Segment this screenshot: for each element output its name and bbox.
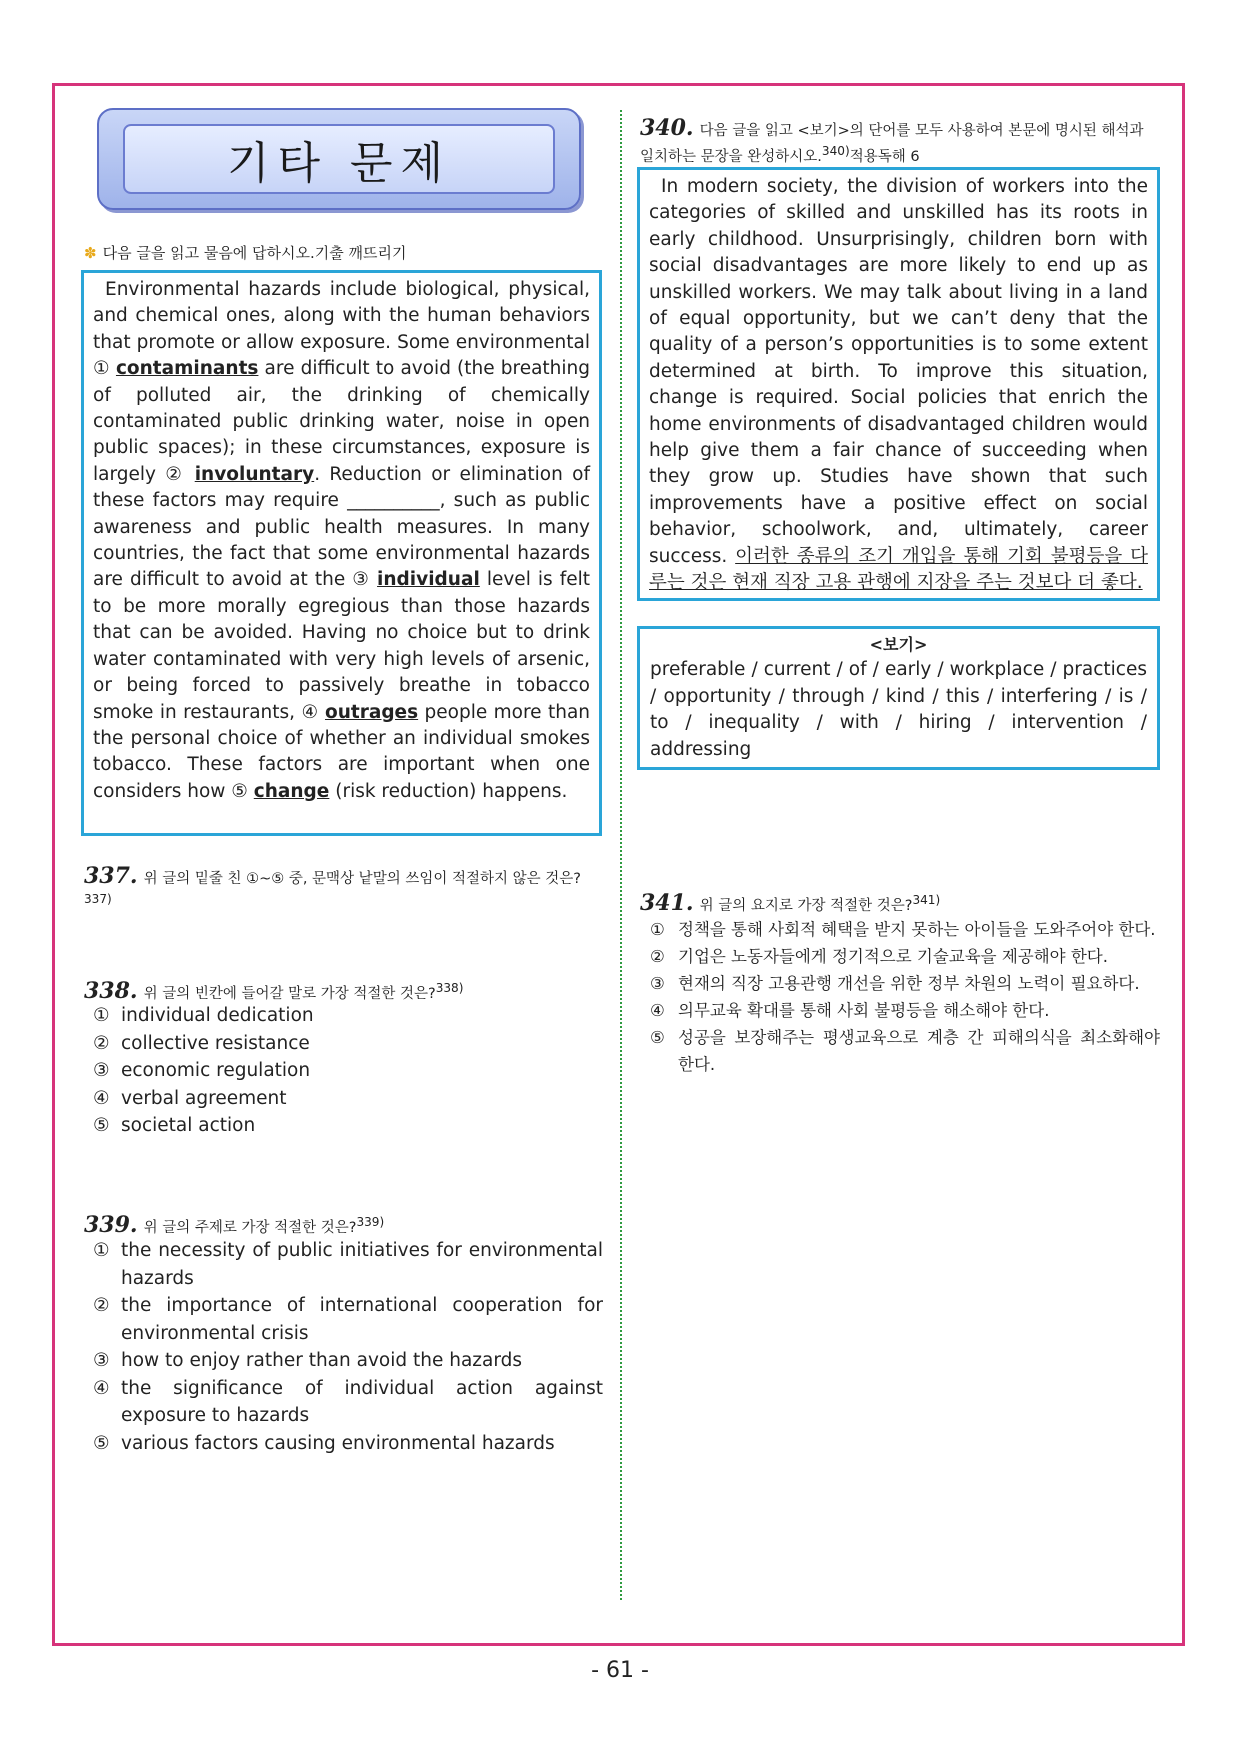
- passage-seg: (risk reduction) happens.: [329, 780, 568, 802]
- option-mark: ②: [93, 1032, 110, 1054]
- instruction-text: 다음 글을 읽고 물음에 답하시오.기출 깨뜨리기: [102, 244, 407, 262]
- passage-box-340: [637, 167, 1160, 601]
- option-mark: ②: [93, 1295, 110, 1316]
- bogi-words: preferable / current / of / early / workplace / practices / opportunity / through / kind / this / interfering / is / to / inequality / with / hiring / intervention / addressing: [650, 659, 1147, 760]
- question-text: 위 글의 밑줄 친 ①~⑤ 중, 문맥상 낱말의 쓰임이 적절하지 않은 것은?: [143, 871, 581, 887]
- option[interactable]: [93, 1112, 603, 1140]
- passage-seg: people more than the personal choice of whether an individual smokes tobacco. These factors are important when one considers how ⑤: [93, 701, 591, 802]
- footnote-ref: 337): [84, 892, 112, 906]
- underlined-word-2: involuntary: [194, 463, 315, 485]
- underlined-word-4: outrages: [324, 701, 419, 723]
- option[interactable]: [93, 1030, 603, 1058]
- passage-seg: . Reduction or elimination of these factors may require __________, such as public awareness and public health measures. In many countries, the fact that some environmental hazards are difficult to avoid at the ③: [93, 463, 590, 591]
- option-mark: ④: [650, 1001, 665, 1020]
- option-mark: ④: [93, 1377, 110, 1399]
- passage-seg: Environmental hazards include biological, physical, and chemical ones, along with the human behaviors that promote or allow exposure. Some environmental ①: [93, 279, 590, 380]
- flower-icon: ✽: [84, 244, 97, 262]
- option-mark: ⑤: [93, 1432, 110, 1454]
- question-number: 339.: [84, 1211, 138, 1238]
- instruction: [84, 242, 407, 263]
- footnote-ref: 341): [912, 893, 941, 907]
- passage-text: [93, 277, 590, 805]
- page-number: - 61 -: [591, 1658, 649, 1683]
- option-mark: ③: [93, 1350, 110, 1371]
- passage-seg: level is felt to be more morally egregious than those hazards that can be avoided. Having no choice but to drink water contaminated with very high levels of arsenic, or being forced to passively breathe in tobacco smoke in restaurants, ④: [93, 569, 590, 723]
- question-number: 337.: [84, 863, 138, 889]
- option[interactable]: [93, 1292, 603, 1347]
- option-mark: ①: [650, 920, 665, 939]
- option-text: economic regulation: [121, 1060, 311, 1081]
- underlined-word-5: change: [253, 780, 330, 802]
- options-338: [93, 1002, 603, 1140]
- option-mark: ②: [650, 947, 665, 966]
- option[interactable]: [650, 1024, 1160, 1078]
- option-text: how to enjoy rather than avoid the hazards: [121, 1350, 522, 1371]
- section-title-banner: [97, 108, 581, 210]
- question-text: 위 글의 주제로 가장 적절한 것은?: [143, 1219, 357, 1236]
- korean-target-sentence: 이러한 종류의 조기 개입을 통해 기회 불평등을 다루는 것은 현재 직장 고용 관행에 지장을 주는 것보다 더 좋다.: [649, 545, 1148, 594]
- question-text: 위 글의 요지로 가장 적절한 것은?: [699, 897, 913, 914]
- question-text: 위 글의 빈칸에 들어갈 말로 가장 적절한 것은?: [143, 985, 436, 1002]
- question-number: 338.: [84, 977, 138, 1004]
- option-mark: ④: [93, 1087, 110, 1109]
- question-341: [640, 890, 1160, 916]
- question-337: [84, 863, 604, 915]
- footnote-ref: 339): [356, 1215, 385, 1229]
- passage-box: [81, 270, 602, 836]
- bogi-box: [637, 626, 1160, 770]
- option-text: individual dedication: [121, 1005, 314, 1026]
- column-divider: [620, 110, 622, 1600]
- option-text: the importance of international cooperation for environmental crisis: [121, 1295, 603, 1344]
- option-mark: ③: [650, 974, 665, 993]
- option-text: collective resistance: [121, 1032, 310, 1054]
- option[interactable]: [93, 1430, 603, 1458]
- option-mark: ①: [93, 1240, 110, 1261]
- option-text: 성공을 보장해주는 평생교육으로 계층 간 피해의식을 최소화해야 한다.: [678, 1028, 1160, 1074]
- option[interactable]: [650, 916, 1160, 943]
- option-text: 기업은 노동자들에게 정기적으로 기술교육을 제공해야 한다.: [678, 947, 1108, 966]
- passage-seg: In modern society, the division of workers into the categories of skilled and unskilled has its roots in early childhood. Unsurprisingly, children born with social disadvantages are more likely to end up as unskilled workers. We may talk about living in a land of equal opportunity, but we can’t deny that the quality of a person’s opportunities is to some extent determined at birth. To improve this situation, change is required. Social policies that enrich the home environments of disadvantaged children would help give them a fair chance of succeeding when they grow up. Studies have shown that such improvements have a positive effect on social behavior, schoolwork, and, ultimately, career success.: [649, 176, 1148, 567]
- option-mark: ③: [93, 1060, 110, 1081]
- options-339: [93, 1237, 603, 1457]
- option[interactable]: [93, 1375, 603, 1430]
- option-text: 정책을 통해 사회적 혜택을 받지 못하는 아이들을 도와주어야 한다.: [678, 920, 1156, 939]
- question-338: [84, 978, 604, 1004]
- passage-seg: are difficult to avoid (the breathing of polluted air, the drinking of chemically contaminated public drinking water, noise in open public spaces); in these circumstances, exposure is largely ②: [93, 358, 591, 485]
- underlined-word-1: contaminants: [115, 358, 259, 380]
- question-340: [640, 115, 1160, 167]
- question-number: 340.: [640, 115, 694, 141]
- option-text: the necessity of public initiatives for environmental hazards: [121, 1240, 603, 1289]
- option[interactable]: [93, 1057, 603, 1085]
- passage-text-340: [649, 174, 1148, 597]
- question-number: 341.: [640, 889, 694, 916]
- option[interactable]: [93, 1085, 603, 1113]
- option[interactable]: [650, 997, 1160, 1024]
- option-mark: ⑤: [650, 1028, 665, 1047]
- option-text: verbal agreement: [121, 1087, 287, 1109]
- option-text: various factors causing environmental hazards: [121, 1432, 555, 1454]
- question-339: [84, 1212, 604, 1238]
- options-341: [650, 916, 1160, 1078]
- question-source: 적용독해 6: [849, 148, 920, 165]
- option[interactable]: [650, 943, 1160, 970]
- option-mark: ⑤: [93, 1115, 110, 1136]
- option[interactable]: [93, 1002, 603, 1030]
- option-text: 의무교육 확대를 통해 사회 불평등을 해소해야 한다.: [678, 1001, 1050, 1020]
- bogi-title: <보기>: [869, 635, 928, 654]
- question-text: 다음 글을 읽고 <보기>의 단어를 모두 사용하여 본문에 명시된 해석과 일치하는 문장을 완성하시오.: [640, 123, 1144, 165]
- option[interactable]: [650, 970, 1160, 997]
- footnote-ref: 338): [435, 981, 464, 995]
- section-title-inner: [123, 124, 555, 194]
- option[interactable]: [93, 1347, 603, 1375]
- option-text: the significance of individual action against exposure to hazards: [121, 1377, 603, 1426]
- footnote-ref: 340): [821, 144, 850, 158]
- option[interactable]: [93, 1237, 603, 1292]
- option-text: societal action: [121, 1115, 256, 1136]
- option-text: 현재의 직장 고용관행 개선을 위한 정부 차원의 노력이 필요하다.: [678, 974, 1140, 993]
- section-title: 기타 문제: [226, 138, 451, 189]
- option-mark: ①: [93, 1005, 110, 1026]
- underlined-word-3: individual: [377, 569, 480, 591]
